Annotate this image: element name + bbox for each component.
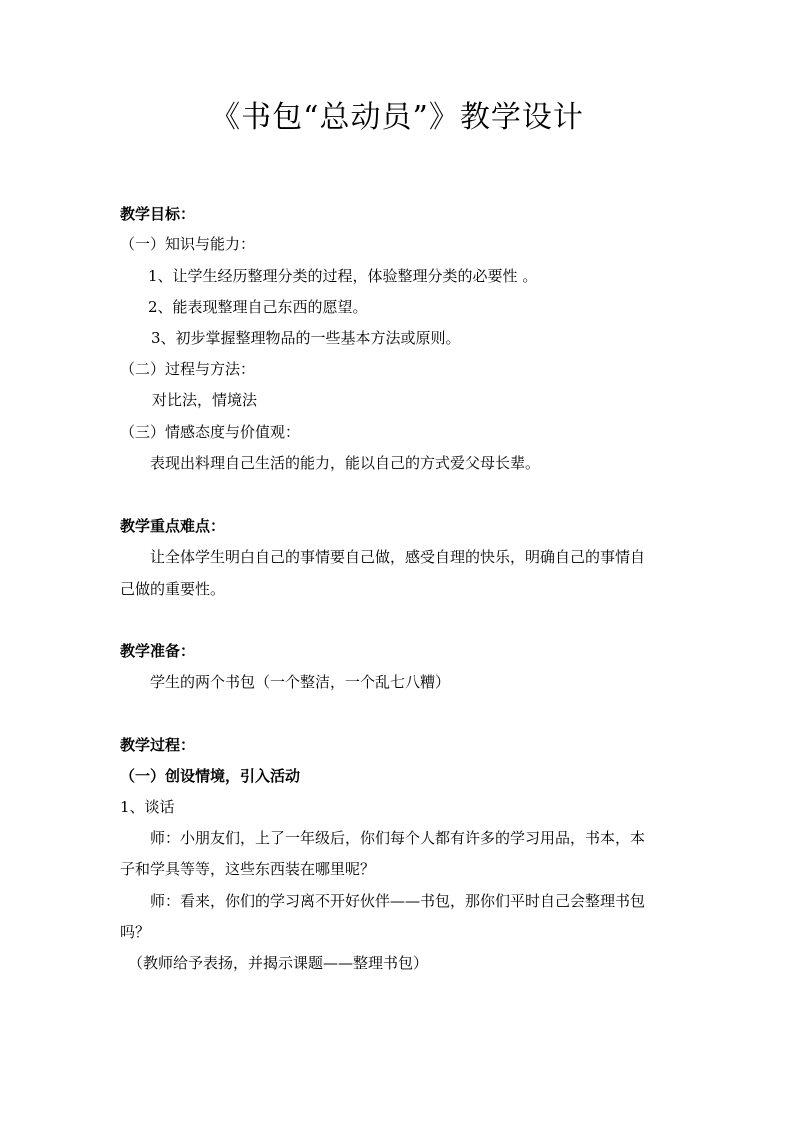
goals-section-2: （二）过程与方法：	[120, 360, 256, 378]
goals-item-1: 1、让学生经历整理分类的过程，体验整理分类的必要性 。	[148, 267, 538, 285]
process-heading: 教学过程：	[120, 736, 196, 754]
process-paragraph-1-line-2: 子和学具等等，这些东西装在哪里呢？	[120, 860, 376, 878]
process-paragraph-3: （教师给予表扬，并揭示课题——整理书包）	[128, 954, 429, 972]
goals-section-2-text: 对比法，情境法	[152, 391, 258, 409]
key-points-heading: 教学重点难点：	[120, 517, 226, 535]
process-paragraph-2-line-2: 吗？	[120, 923, 151, 941]
process-step-1: 1、谈话	[120, 798, 175, 816]
key-points-line-2: 己做的重要性。	[120, 580, 226, 598]
document-title: 《书包“总动员”》教学设计	[210, 100, 584, 135]
goals-section-1: （一）知识与能力：	[120, 235, 256, 253]
process-paragraph-2-line-1: 师：看来，你们的学习离不开好伙伴——书包，那你们平时自己会整理书包	[150, 892, 646, 910]
process-paragraph-1-line-1: 师：小朋友们，上了一年级后，你们每个人都有许多的学习用品，书本，本	[150, 829, 646, 847]
goals-heading: 教学目标：	[120, 205, 196, 223]
goals-section-3-text: 表现出料理自己生活的能力，能以自己的方式爱父母长辈。	[150, 454, 541, 472]
prep-text: 学生的两个书包（一个整洁，一个乱七八糟）	[150, 673, 451, 691]
goals-item-3: 3、初步掌握整理物品的一些基本方法或原则。	[151, 329, 461, 347]
key-points-line-1: 让全体学生明白自己的事情要自己做，感受自理的快乐，明确自己的事情自	[150, 548, 646, 566]
prep-heading: 教学准备：	[120, 642, 196, 660]
process-section-1: （一）创设情境，引入活动	[120, 767, 301, 785]
goals-item-2: 2、能表现整理自己东西的愿望。	[148, 298, 368, 316]
goals-section-3: （三）情感态度与价值观：	[120, 423, 301, 441]
